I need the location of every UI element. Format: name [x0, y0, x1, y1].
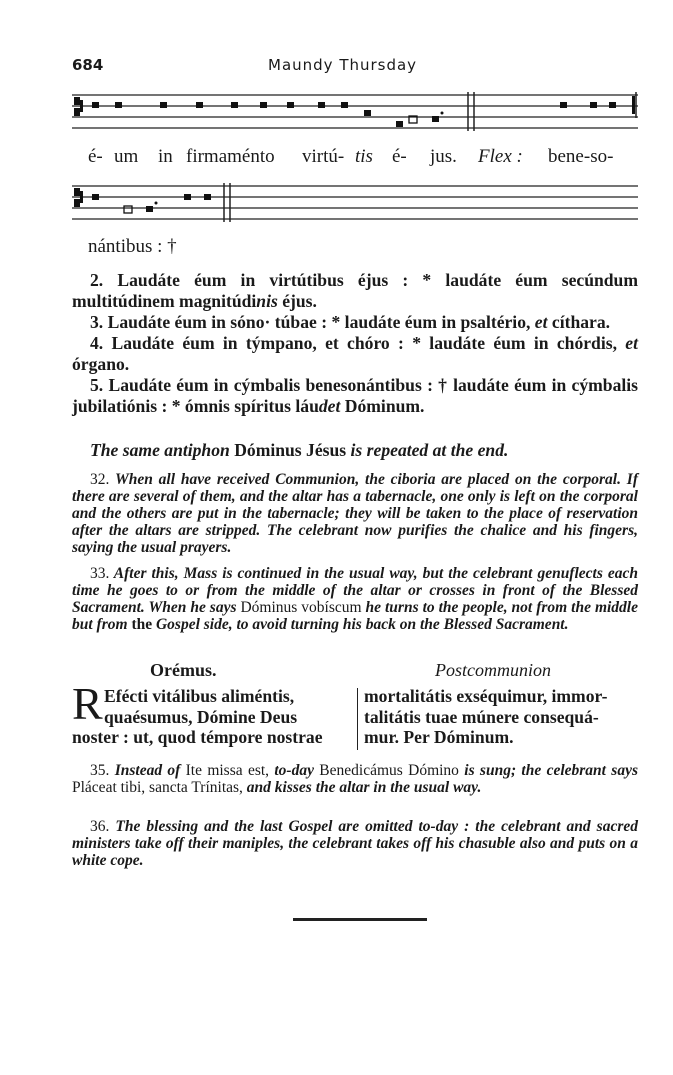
postcommunion-heading: Postcommunion — [435, 660, 551, 680]
chant-lyrics-1: é- um in firmaménto virtú- tis é- jus. Flex : bene-so- — [88, 146, 614, 167]
rubric-36: 36. The blessing and the last Gospel are omitted to-day : the celebrant and sacred ministers take off their maniples, the celebrant takes off his chasuble also and puts on a white cope. — [72, 818, 638, 869]
verse-5: 5. Laudáte éum in cýmbalis benesonántibus : † laudáte éum in cýmbalis jubilatiónis : * ómnis spíritus láudet Dóminum. — [72, 375, 638, 416]
running-title: Maundy Thursday — [268, 56, 418, 74]
oremus-heading: Orémus. — [150, 660, 217, 680]
page-number: 684 — [72, 56, 104, 74]
rubric-32: 32. When all have received Communion, the ciboria are placed on the corporal. If there are several of them, and the altar has a tabernacle, one only is left on the corporal and the others are put in the tabernacle; they will be taken to the place of reservation after the altars are stripped. The celebrant now purifies the chalice and his fingers, saying the usual prayers. — [72, 471, 638, 556]
verse-2: 2. Laudáte éum in virtútibus éjus : * laudáte éum secúndum multitúdinem magnitúdinis éjus. — [72, 270, 638, 311]
closing-rule — [293, 918, 427, 921]
verse-3: 3. Laudáte éum in sóno· túbae : * laudáte éum in psaltério, et cíthara. — [90, 312, 611, 332]
staff-2-neumes — [74, 188, 211, 213]
prayer-left-column: Efécti vitálibus aliméntis, quaésumus, Dómine Deus noster : ut, quod témpore nostrae — [72, 686, 323, 747]
prayer-right-column: mortalitátis exséquimur, immor- talitátis tuae múnere consequá- mur. Per Dóminum. — [364, 686, 608, 747]
column-divider — [357, 688, 358, 750]
staff-1 — [72, 92, 638, 131]
do-clef — [74, 97, 80, 105]
drop-cap: R — [72, 678, 103, 729]
staff-1-neumes — [74, 96, 635, 127]
psalm-verses — [72, 270, 638, 417]
verse-4: 4. Laudáte éum in týmpano, et chóro : * laudáte éum in chórdis, et órgano. — [72, 333, 638, 374]
chant-staves — [0, 0, 673, 240]
rubric-33: 33. After this, Mass is continued in the usual way, but the celebrant genuflects each time he goes to or from the middle of the altar or crosses in front of the Blessed Sacrament. When he says Dóminus vobíscum he turns to the people, not from the middle but from the Gospel side, to avoid turning his back on the Blessed Sacrament. — [72, 565, 638, 633]
chant-lyrics-2: nántibus : † — [88, 236, 177, 257]
antiphon-note: The same antiphon Dóminus Jésus is repeated at the end. — [90, 440, 509, 460]
rubric-35: 35. Instead of Ite missa est, to-day Benedicámus Dómino is sung; the celebrant says Pláceat tibi, sancta Trínitas, and kisses the altar in the usual way. — [72, 762, 638, 796]
